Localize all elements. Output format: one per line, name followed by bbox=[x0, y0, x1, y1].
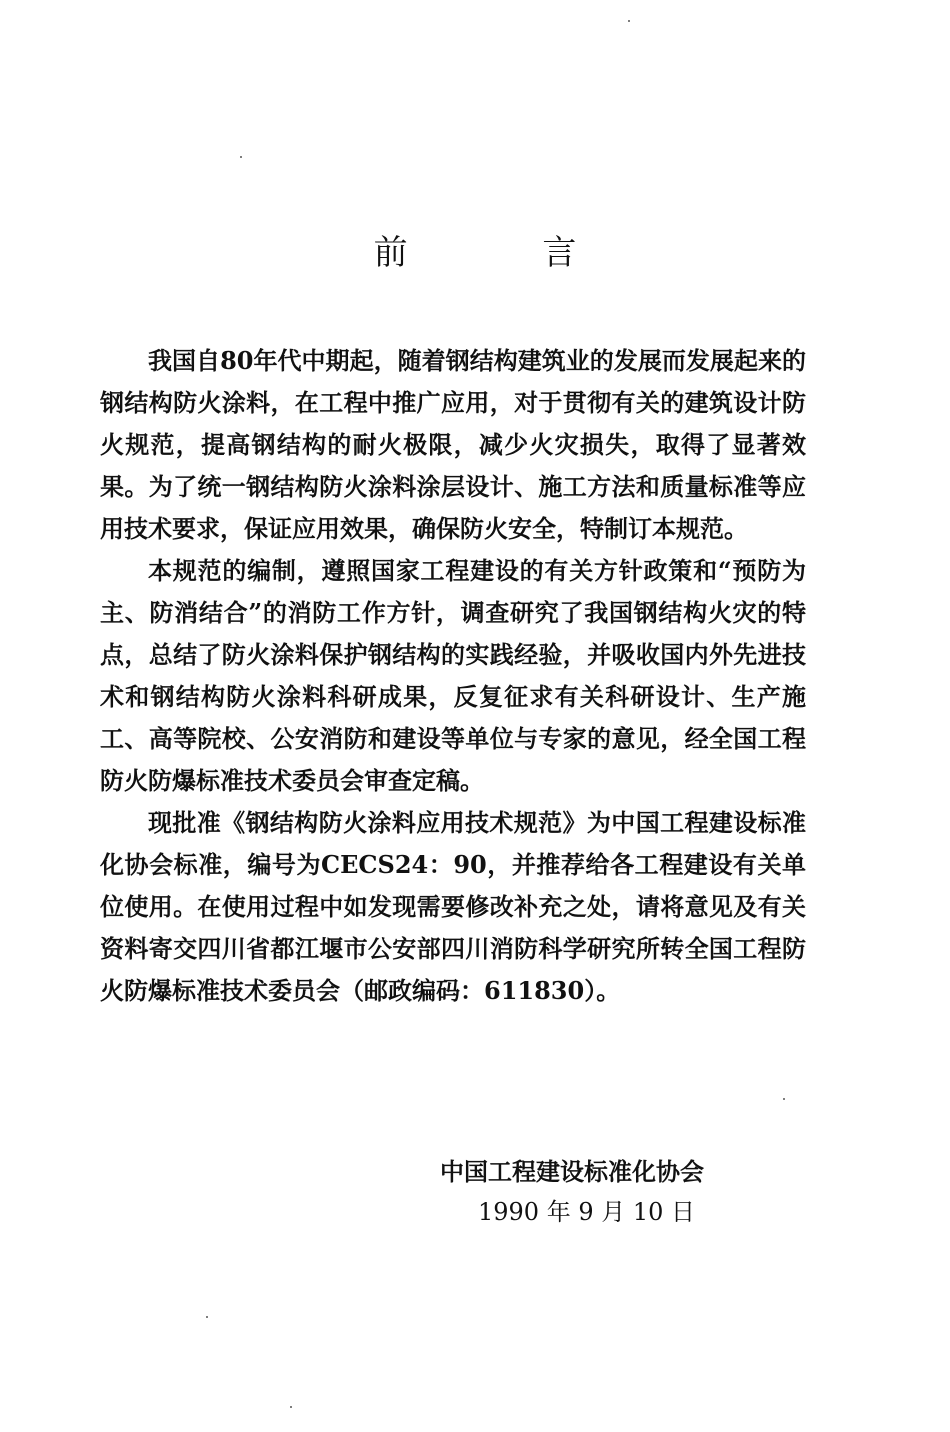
scan-speck bbox=[240, 156, 242, 158]
page-title: 前 言 bbox=[373, 233, 639, 273]
scan-speck bbox=[206, 1316, 208, 1318]
paragraph-3: 现批准《钢结构防火涂料应用技术规范》为中国工程建设标准化协会标准，编号为CECS24：90，并推荐给各工程建设有关单位使用。在使用过程中如发现需要修改补充之处，请将意见及有关资料寄交四川省都江堰市公安部四川消防科学研究所转全国工程防火防爆标准技术委员会（邮政编码：611830）。 bbox=[100, 808, 806, 1005]
scan-speck bbox=[290, 1406, 292, 1408]
signature-block bbox=[440, 1152, 760, 1232]
signature-date: 1990 年 9 月 10 日 bbox=[478, 1198, 696, 1226]
scan-speck bbox=[783, 1098, 785, 1100]
scan-speck bbox=[628, 20, 630, 22]
paragraph-2: 本规范的编制，遵照国家工程建设的有关方针政策和“预防为主、防消结合”的消防工作方针，调查研究了我国钢结构火灾的特点，总结了防火涂料保护钢结构的实践经验，并吸收国内外先进技术和钢结构防火涂料科研成果，反复征求有关科研设计、生产施工、高等院校、公安消防和建设等单位与专家的意见，经全国工程防火防爆标准技术委员会审查定稿。 bbox=[100, 556, 806, 795]
signature-organization: 中国工程建设标准化协会 bbox=[440, 1157, 704, 1186]
paragraph-1: 我国自80年代中期起，随着钢结构建筑业的发展而发展起来的钢结构防火涂料，在工程中推广应用，对于贯彻有关的建筑设计防火规范，提高钢结构的耐火极限，减少火灾损失，取得了显著效果。为了统一钢结构防火涂料涂层设计、施工方法和质量标准等应用技术要求，保证应用效果，确保防火安全，特制订本规范。 bbox=[100, 346, 806, 543]
preface-body bbox=[100, 340, 806, 1012]
